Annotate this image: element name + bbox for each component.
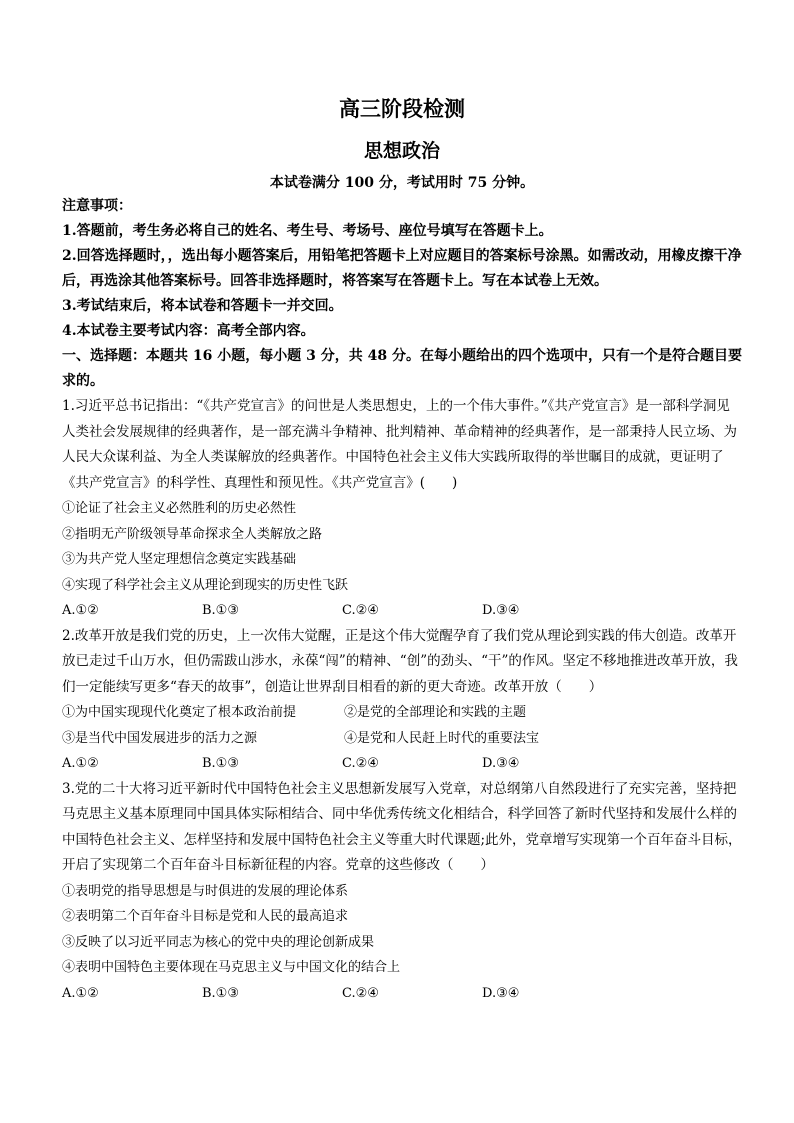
option-statement: ②表明第二个百年奋斗目标是党和人民的最高追求	[62, 909, 349, 924]
option-statement: ①为中国实现现代化奠定了根本政治前提	[62, 705, 297, 720]
option-statement: ③反映了以习近平同志为核心的党中央的理论创新成果	[62, 934, 375, 950]
choice-b: B.①③	[202, 985, 239, 1001]
choice-d: D.③④	[482, 756, 520, 771]
question-3	[62, 777, 742, 1007]
subject-title: 思想政治	[363, 140, 440, 162]
option-statement: ①论证了社会主义必然胜利的历史必然性	[62, 501, 297, 516]
choice-c: C.②④	[342, 985, 379, 1001]
option-statement: ①表明党的指导思想是与时俱进的发展的理论体系	[62, 883, 349, 899]
exam-title: 高三阶段检测	[339, 96, 465, 121]
note-item: 3.考试结束后，将本试卷和答题卡一并交回。	[62, 298, 343, 314]
answer-choices	[62, 598, 742, 624]
option-row	[62, 726, 742, 752]
option-statement: ④表明中国特色主要体现在马克思主义与中国文化的结合上	[62, 960, 401, 975]
option-statement: ④实现了科学社会主义从理论到现实的历史性飞跃	[62, 577, 349, 593]
option-statement: ③为共产党人坚定理想信念奠定实践基础	[62, 552, 297, 567]
notes-heading: 注意事项：	[62, 198, 132, 214]
choice-b: B.①③	[202, 756, 239, 771]
question-stem: 2.改革开放是我们党的历史，上一次伟大觉醒，正是这个伟大觉醒孕育了我们党从理论到实践的伟大创造。改革开放已走过千山万水，但仍需跋山涉水，永葆“闯”的精神、“创”的劲头、“干”的作风。坚定不移地推进改革开放，我们一定能续写更多“春天的故事”，创造让世界刮目相看的新的更大奇迹。改革开放（ ）	[62, 627, 738, 695]
option-statement: ④是党和人民赶上时代的重要法宝	[344, 730, 540, 746]
choice-d: D.③④	[482, 603, 520, 618]
question-stem: 3.党的二十大将习近平新时代中国特色社会主义思想新发展写入党章，对总纲第八自然段进行了充实完善，坚持把马克思主义基本原理同中国具体实际相结合、同中华优秀传统文化相结合，科学回答了新时代坚持和发展什么样的中国特色社会主义、怎样坚持和发展中国特色社会主义等重大时代课题;此外，党章增写实现第一个百年奋斗目标，开启了实现第二个百年奋斗目标新征程的内容。党章的这些修改（ ）	[62, 780, 742, 873]
answer-choices	[62, 751, 742, 777]
notes-section	[62, 194, 742, 344]
section-heading: 一、选择题：本题共 16 小题，每小题 3 分，共 48 分。在每小题给出的四个选项中，只有一个是符合题目要求的。	[62, 348, 742, 389]
choice-d: D.③④	[482, 985, 520, 1001]
choice-c: C.②④	[342, 603, 379, 618]
question-stem: 1.习近平总书记指出：“《共产党宣言》的问世是人类思想史，上的一个伟大事件。”《共产党宣言》是一部科学洞见人类社会发展规律的经典著作，是一部充满斗争精神、批判精神、革命精神的经典著作，是一部秉持人民立场、为人民大众谋利益、为全人类谋解放的经典著作。中国特色社会主义伟大实践所取得的举世瞩目的成就，更证明了《共产党宣言》的科学性、真理性和预见性。《共产党宣言》( )	[62, 398, 737, 491]
note-item: 4.本试卷主要考试内容：高考全部内容。	[62, 323, 315, 339]
choice-b: B.①③	[202, 603, 239, 618]
question-1	[62, 394, 742, 624]
note-item: 1.答题前，考生务必将自己的姓名、考生号、考场号、座位号填写在答题卡上。	[62, 223, 553, 239]
option-statement: ②指明无产阶级领导革命探求全人类解放之路	[62, 526, 323, 542]
option-statement: ②是党的全部理论和实践的主题	[344, 705, 527, 720]
choice-c: C.②④	[342, 756, 379, 771]
note-item: 2.回答选择题时，，选出每小题答案后，用铅笔把答题卡上对应题目的答案标号涂黑。如需改动，用橡皮擦干净后，再选涂其他答案标号。回答非选择题时，将答案写在答题卡上。写在本试卷上无效。	[62, 248, 742, 289]
exam-page	[62, 92, 742, 1006]
answer-choices	[62, 981, 742, 1007]
question-2	[62, 624, 742, 777]
choice-a: A.①②	[62, 985, 99, 1001]
choice-a: A.①②	[62, 756, 99, 771]
option-statement: ③是当代中国发展进步的活力之源	[62, 730, 258, 746]
choice-a: A.①②	[62, 603, 99, 618]
exam-info: 本试卷满分 100 分，考试用时 75 分钟。	[269, 175, 535, 191]
option-row	[62, 700, 742, 726]
